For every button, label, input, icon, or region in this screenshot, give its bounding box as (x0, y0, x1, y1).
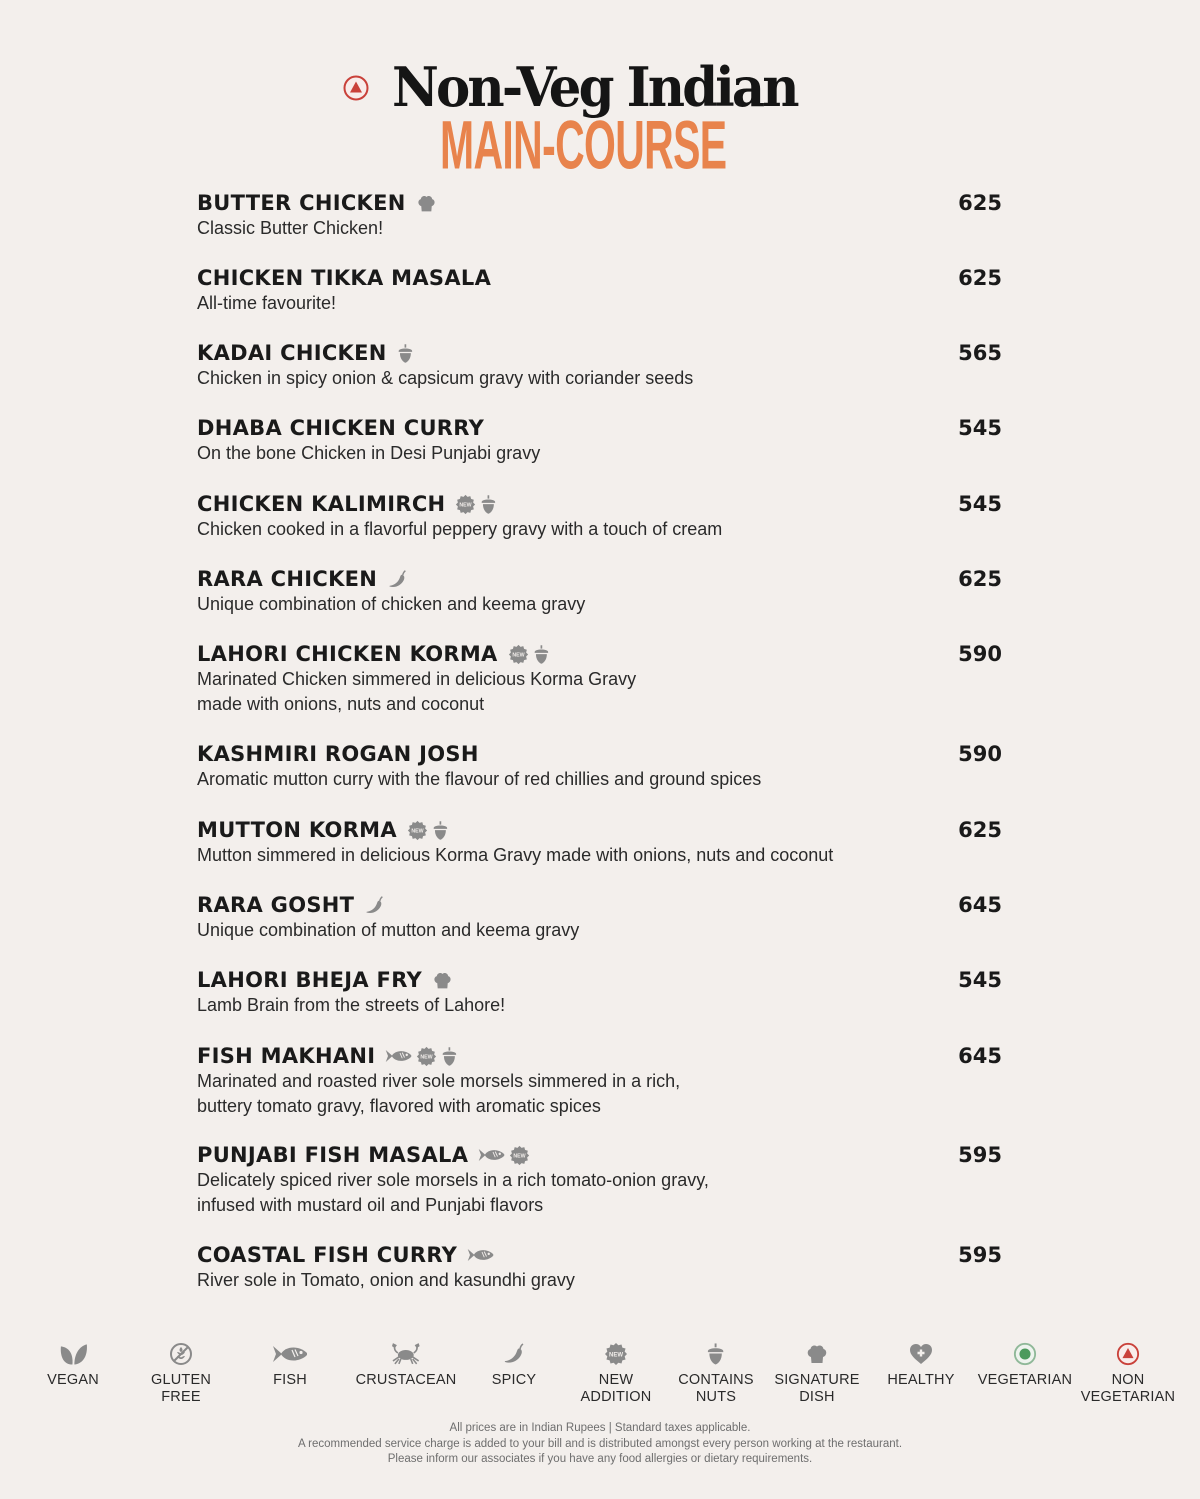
menu-item (197, 966, 1007, 1018)
item-description (197, 843, 1007, 868)
menu-item (197, 1042, 1007, 1119)
item-description (197, 517, 1007, 542)
chef-hat-icon (432, 970, 453, 991)
item-description-line: On the bone Chicken in Desi Punjabi gravy (197, 443, 541, 463)
new-badge-icon (407, 820, 428, 841)
item-description-line: Marinated Chicken simmered in delicious Korma Gravy (197, 669, 637, 689)
legend-label-line: CONTAINS (678, 1372, 754, 1388)
item-description-line: Unique combination of chicken and keema gravy (197, 594, 586, 614)
heart-plus-icon (909, 1342, 933, 1366)
menu-item (197, 414, 1007, 466)
menu-item (197, 565, 1007, 617)
legend-label-line: VEGAN (47, 1372, 99, 1388)
item-price: 625 (958, 567, 1002, 591)
acorn-icon (480, 494, 497, 515)
acorn-icon (397, 343, 414, 364)
menu-header (0, 52, 1200, 192)
dietary-legend (0, 1340, 1200, 1410)
item-name: KADAI CHICKEN (197, 341, 387, 365)
item-description (197, 667, 1007, 717)
item-description-line: Classic Butter Chicken! (197, 218, 384, 238)
legend-label-line: GLUTEN (150, 1372, 211, 1388)
item-name: RARA CHICKEN (197, 567, 378, 591)
crab-icon (389, 1342, 423, 1366)
item-name: FISH MAKHANI (197, 1044, 376, 1068)
acorn-icon (432, 820, 449, 841)
item-name: KASHMIRI ROGAN JOSH (197, 742, 479, 766)
vegetarian-icon (1013, 1342, 1037, 1366)
item-description-line: Chicken cooked in a flavorful peppery gravy with a touch of cream (197, 519, 723, 539)
item-price: 645 (958, 1044, 1002, 1068)
fish-icon (385, 1047, 412, 1065)
footer-line: A recommended service charge is added to your bill and is distributed amongst every person working at the restaurant. (297, 1437, 903, 1450)
item-price: 625 (958, 191, 1002, 215)
legend-fish (230, 1340, 350, 1389)
menu-item (197, 490, 1007, 542)
chef-hat-icon (805, 1342, 829, 1366)
menu-item (197, 640, 1007, 717)
legend-signature-dish (757, 1340, 877, 1405)
item-description (197, 1168, 1007, 1218)
svg-text:NEW: NEW (411, 828, 424, 835)
legend-label-line: NUTS (695, 1388, 737, 1405)
legend-gluten-free (121, 1340, 241, 1405)
menu-item (197, 339, 1007, 391)
item-description (197, 918, 1007, 943)
page-subtitle: MAIN-COURSE (440, 105, 727, 183)
legend-label-line: HEALTHY (887, 1372, 955, 1388)
legend-label-line: SIGNATURE (774, 1372, 860, 1388)
item-name: RARA GOSHT (197, 893, 355, 917)
item-price: 565 (958, 341, 1002, 365)
item-description-line: made with onions, nuts and coconut (197, 694, 485, 714)
item-name: CHICKEN KALIMIRCH (197, 492, 446, 516)
chili-icon (387, 569, 408, 590)
gluten-free-icon (169, 1342, 193, 1366)
legend-crustacean (346, 1340, 466, 1389)
item-name: BUTTER CHICKEN (197, 191, 406, 215)
item-name: DHABA CHICKEN CURRY (197, 416, 485, 440)
svg-text:NEW: NEW (420, 1054, 434, 1061)
item-description (197, 216, 1007, 241)
item-description (197, 366, 1007, 391)
item-price: 545 (958, 968, 1002, 992)
item-description (197, 767, 1007, 792)
legend-label-line: ADDITION (580, 1388, 652, 1405)
item-description (197, 1069, 1007, 1119)
item-description-line: infused with mustard oil and Punjabi flavors (197, 1195, 544, 1215)
non-vegetarian-icon (343, 75, 369, 101)
menu-item (197, 264, 1007, 316)
new-badge-icon (509, 1145, 530, 1166)
legend-label-line: DISH (799, 1388, 835, 1405)
legend-vegetarian (965, 1340, 1085, 1389)
item-description-line: Aromatic mutton curry with the flavour of red chillies and ground spices (197, 769, 762, 789)
item-description-line: All-time favourite! (197, 293, 337, 313)
leaf-icon (59, 1342, 88, 1366)
item-price: 645 (958, 893, 1002, 917)
menu-item (197, 1241, 1007, 1293)
new-badge-icon (455, 494, 476, 515)
svg-text:NEW: NEW (511, 652, 525, 659)
legend-label-line: VEGETARIAN (1080, 1388, 1176, 1405)
item-price: 625 (958, 266, 1002, 290)
legend-label-line: NEW (598, 1372, 634, 1388)
footer-notes (0, 1421, 1200, 1468)
page-title: Non-Veg Indian (392, 55, 797, 119)
footer-line: All prices are in Indian Rupees | Standard taxes applicable. (449, 1422, 751, 1434)
acorn-icon (441, 1046, 458, 1067)
chef-hat-icon (416, 193, 437, 214)
new-badge-icon (508, 644, 529, 665)
item-description-line: River sole in Tomato, onion and kasundhi gravy (197, 1270, 575, 1290)
menu-item (197, 816, 1007, 868)
item-description (197, 993, 1007, 1018)
item-description-line: Lamb Brain from the streets of Lahore! (197, 995, 506, 1015)
new-badge-icon (416, 1046, 437, 1067)
menu-item (197, 740, 1007, 792)
item-price: 590 (958, 742, 1002, 766)
item-price: 590 (958, 642, 1002, 666)
svg-text:NEW: NEW (459, 502, 473, 509)
item-description (197, 441, 1007, 466)
item-name: MUTTON KORMA (197, 818, 397, 842)
chili-icon (364, 895, 385, 916)
chili-icon (502, 1342, 526, 1366)
legend-non-vegetarian (1068, 1340, 1188, 1405)
new-badge-icon (604, 1342, 628, 1366)
fish-icon (467, 1246, 494, 1264)
item-description-line: Chicken in spicy onion & capsicum gravy with coriander seeds (197, 368, 694, 388)
item-name: CHICKEN TIKKA MASALA (197, 266, 492, 290)
menu-item (197, 189, 1007, 241)
fish-icon (478, 1146, 505, 1164)
non-vegetarian-icon (1116, 1342, 1140, 1366)
legend-healthy (861, 1340, 981, 1389)
legend-vegan (13, 1340, 133, 1389)
item-description-line: Unique combination of mutton and keema gravy (197, 920, 580, 940)
footer-line: Please inform our associates if you have any food allergies or dietary requirements. (387, 1453, 813, 1465)
item-name: PUNJABI FISH MASALA (197, 1143, 469, 1167)
item-name: LAHORI CHICKEN KORMA (197, 642, 498, 666)
item-price: 545 (958, 416, 1002, 440)
legend-label-line: CRUSTACEAN (355, 1372, 457, 1388)
legend-label-line: FREE (161, 1388, 201, 1405)
item-description-line: buttery tomato gravy, flavored with aromatic spices (197, 1096, 601, 1116)
item-price: 595 (958, 1243, 1002, 1267)
legend-label-line: FISH (273, 1372, 307, 1388)
menu-item (197, 891, 1007, 943)
item-name: COASTAL FISH CURRY (197, 1243, 458, 1267)
item-description (197, 592, 1007, 617)
item-description (197, 1268, 1007, 1293)
legend-label-line: NON (1111, 1372, 1145, 1388)
item-description-line: Delicately spiced river sole morsels in a rich tomato-onion gravy, (197, 1170, 709, 1190)
legend-label-line: SPICY (491, 1372, 537, 1388)
svg-text:NEW: NEW (609, 1352, 623, 1359)
legend-label-line: VEGETARIAN (977, 1372, 1073, 1388)
item-price: 595 (958, 1143, 1002, 1167)
item-description-line: Marinated and roasted river sole morsels simmered in a rich, (197, 1071, 681, 1091)
item-price: 545 (958, 492, 1002, 516)
menu-item (197, 1141, 1007, 1218)
acorn-icon (533, 644, 550, 665)
item-description (197, 291, 1007, 316)
acorn-icon (706, 1342, 725, 1366)
item-description-line: Mutton simmered in delicious Korma Gravy made with onions, nuts and coconut (197, 845, 834, 865)
item-price: 625 (958, 818, 1002, 842)
svg-text:NEW: NEW (513, 1153, 526, 1160)
item-name: LAHORI BHEJA FRY (197, 968, 423, 992)
fish-icon (272, 1342, 308, 1366)
